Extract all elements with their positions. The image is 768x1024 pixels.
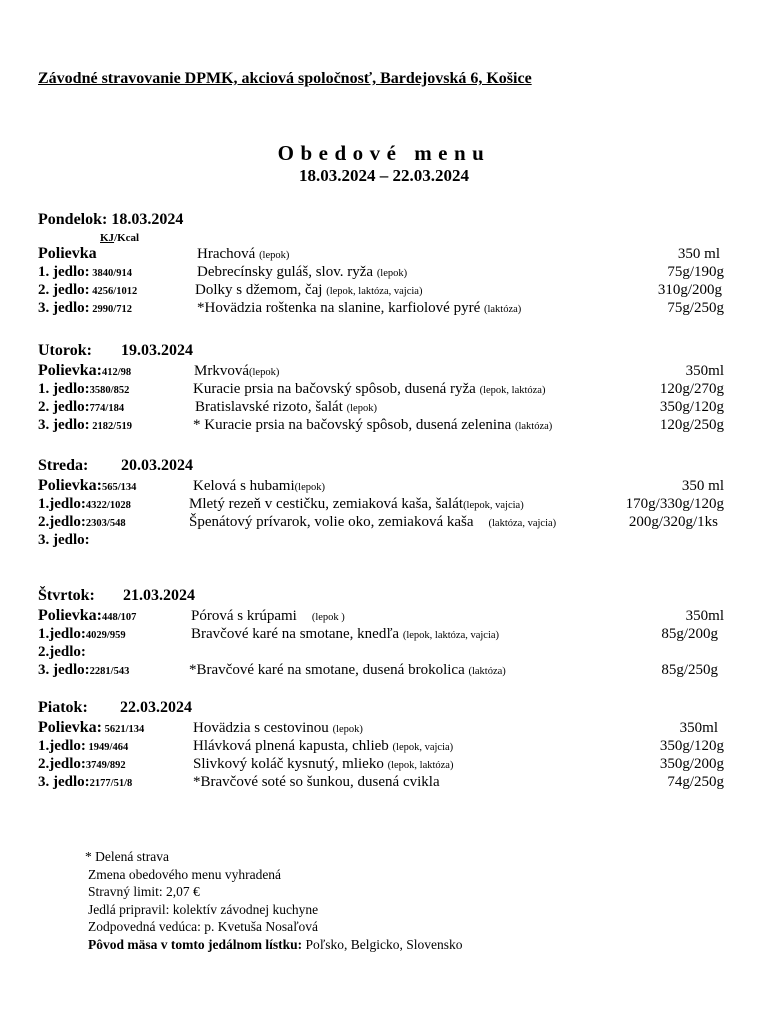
row-label (38, 719, 144, 739)
portion-size: 350g/200g (659, 756, 724, 772)
day-date: 18.03.2024 (111, 211, 184, 228)
menu-row-meal-2 (38, 281, 728, 299)
allergens: (laktóza) (468, 666, 506, 677)
allergens: (laktóza) (483, 304, 522, 315)
allergens: (laktóza, vajcia) (488, 518, 557, 529)
menu-row-soup (38, 607, 728, 625)
energy-value: 3580/852 (89, 385, 130, 396)
day-heading (38, 209, 728, 231)
row-label (38, 531, 90, 551)
footer-manager: Zodpovedná vedúca: p. Kvetuša Nosaľová (88, 919, 319, 934)
row-label (38, 643, 86, 663)
allergens: (lepok) (346, 403, 377, 414)
row-label (38, 773, 132, 793)
allergens: (lepok) (259, 250, 290, 261)
menu-row-meal-1 (38, 495, 728, 513)
dish-text: Bratislavské rizoto, šalát (195, 399, 343, 415)
energy-value: 448/107 (102, 612, 137, 623)
day-name: Pondelok: (38, 211, 108, 228)
allergens: (lepok, laktóza) (479, 385, 546, 396)
kj-label: KJ (100, 232, 115, 244)
allergens: (laktóza) (514, 421, 553, 432)
day-date: 21.03.2024 (123, 587, 195, 604)
row-label-text: Polievka: (38, 477, 102, 494)
dish-text: *Bravčové soté so šunkou, dusená cvikla (193, 774, 440, 790)
footer-notes (85, 848, 463, 953)
energy-value: 5621/134 (102, 724, 145, 735)
row-label-text: Polievka: (38, 719, 102, 736)
portion-size: 120g/250g (659, 417, 724, 433)
dish-text: Hlávková plnená kapusta, chlieb (193, 738, 389, 754)
dish-name (193, 477, 325, 497)
portion-size: 74g/250g (667, 774, 724, 790)
company-header: Závodné stravovanie DPMK, akciová spoločnosť, Bardejovská 6, Košice (38, 70, 532, 87)
menu-row-meal-3 (38, 773, 728, 791)
dish-text: Špenátový prívarok, volie oko, zemiaková kaša (189, 514, 474, 530)
row-label-text: 2.jedlo: (38, 644, 86, 660)
row-label (38, 607, 136, 627)
allergens: (lepok, vajcia) (463, 500, 524, 511)
day-date: 20.03.2024 (121, 457, 193, 474)
day-date: 22.03.2024 (120, 699, 192, 716)
row-label-text: 2. jedlo: (38, 282, 90, 298)
menu-row-meal-3 (38, 299, 728, 317)
energy-value: 2281/543 (89, 666, 130, 677)
meat-origin-countries: Poľsko, Belgicko, Slovensko (302, 936, 463, 952)
portion-size: 120g/270g (659, 381, 724, 397)
allergens: (lepok, laktóza, vajcia) (402, 630, 500, 641)
day-thursday (38, 585, 728, 679)
dish-name (193, 380, 545, 400)
day-monday (38, 209, 728, 317)
portion-size: 350ml (685, 608, 724, 624)
menu-row-meal-3 (38, 416, 728, 434)
menu-row-soup (38, 477, 728, 495)
row-label (38, 513, 126, 533)
portion-size: 350ml (679, 720, 718, 736)
day-name: Piatok: (38, 699, 88, 716)
dish-text: Debrecínsky guláš, slov. ryža (197, 264, 374, 280)
row-label-text: 1. jedlo: (38, 381, 90, 397)
day-tuesday (38, 340, 728, 434)
allergens: (lepok, laktóza, vajcia) (326, 286, 423, 297)
row-label (38, 362, 131, 382)
allergens: (lepok, laktóza) (387, 760, 454, 771)
dish-text: *Bravčové karé na smotane, dusená brokolica (189, 662, 465, 678)
row-label (38, 416, 132, 436)
row-label-text: 3. jedlo: (38, 300, 90, 316)
portion-size: 350 ml (681, 478, 724, 494)
row-label-text: Polievka: (38, 607, 102, 624)
dish-name (193, 416, 552, 436)
day-heading (38, 340, 728, 362)
allergens: (lepok ) (311, 612, 345, 623)
day-name: Streda: (38, 457, 89, 474)
row-label (38, 495, 131, 515)
row-label (38, 299, 132, 319)
dish-text: Hovädzia s cestovinou (193, 720, 329, 736)
dish-text: * Kuracie prsia na bačovský spôsob, dusená zelenina (193, 417, 512, 433)
row-label (38, 737, 128, 757)
row-label (38, 263, 132, 283)
energy-value: 412/98 (102, 367, 132, 378)
footer-prepared-by: Jedlá pripravil: kolektív závodnej kuchyne (88, 901, 319, 917)
dish-name (197, 299, 521, 319)
portion-size: 85g/200g (661, 626, 718, 642)
row-label (38, 245, 97, 265)
menu-row-meal-2 (38, 643, 728, 661)
energy-value: 774/184 (89, 403, 125, 414)
allergens: (lepok, vajcia) (392, 742, 454, 753)
portion-size: 85g/250g (661, 662, 718, 678)
dish-text: Kelová s hubami (193, 478, 295, 494)
allergens: (lepok) (294, 482, 325, 493)
dish-name (189, 495, 524, 515)
row-label-text: 2. jedlo: (38, 399, 90, 415)
allergens: (lepok) (249, 367, 280, 378)
row-label-text: Polievka: (38, 362, 102, 379)
portion-size: 350ml (685, 363, 724, 379)
day-heading (38, 697, 728, 719)
menu-row-meal-1 (38, 263, 728, 281)
row-label (38, 398, 124, 418)
day-name: Štvrtok: (38, 587, 95, 604)
row-label (38, 625, 126, 645)
dish-name (189, 661, 506, 681)
dish-text: Hrachová (197, 246, 256, 262)
energy-value: 2177/51/8 (89, 778, 133, 789)
day-date: 19.03.2024 (121, 342, 193, 359)
row-label-text: 1.jedlo: (38, 626, 86, 642)
row-label-text: 1. jedlo: (38, 264, 90, 280)
dish-text: *Hovädzia roštenka na slanine, karfiolové pyré (197, 300, 481, 316)
menu-row-meal-1 (38, 625, 728, 643)
portion-size: 350g/120g (659, 738, 724, 754)
portion-size: 200g/320g/1ks (628, 514, 718, 530)
row-label-text: 2.jedlo: (38, 756, 86, 772)
menu-row-soup (38, 362, 728, 380)
row-label-text: 2.jedlo: (38, 514, 86, 530)
menu-row-soup (38, 245, 728, 263)
dish-name (193, 737, 453, 757)
day-heading (38, 585, 728, 607)
footer-change-note: Zmena obedového menu vyhradená (88, 866, 282, 882)
energy-value: 1949/464 (85, 742, 129, 753)
allergens: (lepok) (332, 724, 363, 735)
dish-name (193, 773, 440, 793)
allergens: (lepok) (376, 268, 408, 279)
dish-text: Kuracie prsia na bačovský spôsob, dusená ryža (193, 381, 476, 397)
energy-value: 4322/1028 (85, 500, 131, 511)
dish-text: Mrkvová (194, 363, 249, 379)
portion-size: 350 ml (677, 246, 720, 262)
row-label-text: 1.jedlo: (38, 496, 86, 512)
energy-value: 3840/914 (89, 268, 132, 279)
row-label-text: 3. jedlo: (38, 532, 90, 548)
dish-text: Dolky s džemom, čaj (195, 282, 323, 298)
row-label (38, 755, 126, 775)
menu-row-meal-2 (38, 398, 728, 416)
energy-value: 565/134 (102, 482, 137, 493)
kcal-label: /Kcal (114, 232, 140, 244)
footer-meat-origin (88, 936, 463, 954)
menu-row-meal-1 (38, 380, 728, 398)
energy-value: 4256/1012 (89, 286, 138, 297)
energy-value: 3749/892 (85, 760, 126, 771)
kj-kcal-header (100, 231, 728, 245)
day-name: Utorok: (38, 342, 92, 359)
energy-value: 2182/519 (89, 421, 132, 432)
menu-row-meal-2 (38, 755, 728, 773)
dish-name (195, 281, 422, 301)
meat-origin-label: Pôvod mäsa v tomto jedálnom lístku: (88, 936, 303, 952)
energy-value: 2990/712 (89, 304, 132, 315)
dish-text: Slivkový koláč kysnutý, mlieko (193, 756, 384, 772)
menu-row-soup (38, 719, 728, 737)
menu-dates: 18.03.2024 – 22.03.2024 (299, 166, 469, 185)
portion-size: 350g/120g (659, 399, 724, 415)
portion-size: 170g/330g/120g (625, 496, 724, 512)
day-heading (38, 455, 728, 477)
dish-name (191, 607, 345, 627)
energy-value: 2303/548 (85, 518, 126, 529)
row-label (38, 477, 136, 497)
dish-text: Pórová s krúpami (191, 608, 297, 624)
row-label (38, 661, 129, 681)
row-label-text: 3. jedlo: (38, 417, 90, 433)
day-friday (38, 697, 728, 791)
footer-split-meal-note: * Delená strava (85, 849, 169, 864)
portion-size: 75g/190g (667, 264, 724, 280)
dish-name (195, 398, 377, 418)
row-label (38, 380, 129, 400)
menu-title: Obedové menu (277, 141, 491, 165)
dish-name (193, 755, 453, 775)
dish-text: Bravčové karé na smotane, knedľa (191, 626, 400, 642)
dish-name (193, 719, 363, 739)
footer-meal-limit: Stravný limit: 2,07 € (88, 884, 200, 899)
portion-size: 310g/200g (657, 282, 722, 298)
menu-row-meal-3 (38, 661, 728, 679)
row-label-text: 3. jedlo: (38, 774, 90, 790)
dish-name (194, 362, 279, 382)
energy-value: 4029/959 (85, 630, 126, 641)
row-label-text: Polievka (38, 245, 97, 262)
dish-name (191, 625, 499, 645)
row-label-text: 3. jedlo: (38, 662, 90, 678)
row-label-text: 1.jedlo: (38, 738, 86, 754)
menu-row-meal-1 (38, 737, 728, 755)
menu-row-meal-2 (38, 513, 728, 531)
menu-row-meal-3 (38, 531, 728, 549)
dish-name (189, 513, 556, 533)
row-label (38, 281, 137, 301)
dish-name (197, 263, 407, 283)
portion-size: 75g/250g (667, 300, 724, 316)
dish-text: Mletý rezeň v cestičku, zemiaková kaša, šalát (189, 496, 464, 512)
day-wednesday (38, 455, 728, 549)
dish-name (197, 245, 289, 265)
